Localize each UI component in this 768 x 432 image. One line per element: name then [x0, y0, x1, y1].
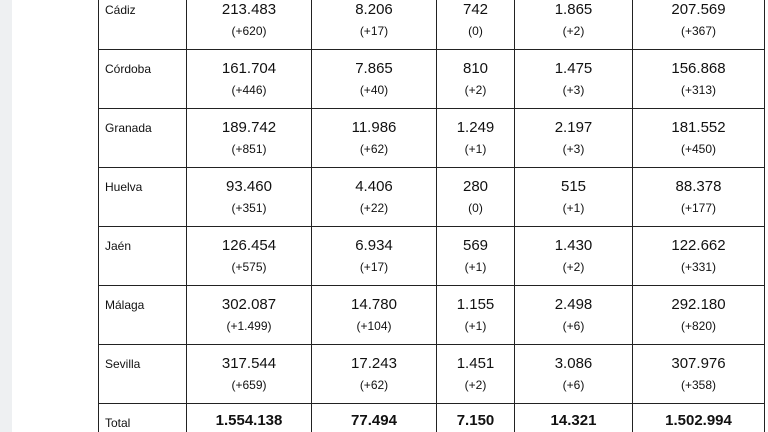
cell-delta: (+1.499): [226, 319, 272, 333]
cell-delta: (+6): [562, 378, 585, 392]
province-name: Jaén: [99, 227, 187, 286]
total-value: 1.554.138: [215, 412, 283, 429]
cell-value: 569: [462, 237, 489, 254]
value-cell: [633, 109, 765, 168]
cell-value: 515: [560, 178, 587, 195]
value-cell: [312, 345, 437, 404]
cell-delta: (+367): [680, 24, 717, 38]
cell-value: 317.544: [221, 355, 277, 372]
cell-delta: (+17): [359, 260, 389, 274]
cell-delta: (+575): [231, 260, 267, 274]
cell-delta: (+2): [562, 260, 585, 274]
value-cell: [633, 0, 765, 50]
table-row: [99, 168, 765, 227]
total-cell: [187, 404, 312, 432]
value-cell: [187, 345, 312, 404]
cell-delta: (+1): [562, 201, 585, 215]
cell-delta: (+450): [680, 142, 717, 156]
province-name: Sevilla: [99, 345, 187, 404]
value-cell: [437, 50, 515, 109]
cell-delta: (+2): [464, 83, 487, 97]
cell-delta: (0): [468, 24, 483, 38]
value-cell: [437, 109, 515, 168]
table-body: [99, 0, 765, 432]
total-value: 1.502.994: [665, 412, 732, 429]
cell-delta: (+820): [680, 319, 717, 333]
cell-value: 1.475: [554, 60, 593, 77]
cell-value: 189.742: [221, 119, 277, 136]
value-cell: [515, 168, 633, 227]
value-cell: [187, 109, 312, 168]
cell-delta: (+40): [359, 83, 389, 97]
cell-delta: (+331): [680, 260, 717, 274]
cell-value: 8.206: [355, 1, 393, 18]
value-cell: [312, 227, 437, 286]
value-cell: [633, 345, 765, 404]
value-cell: [187, 168, 312, 227]
cell-value: 6.934: [355, 237, 393, 254]
cell-value: 3.086: [554, 355, 593, 372]
total-row: [99, 404, 765, 432]
cell-delta: (+6): [562, 319, 585, 333]
cell-delta: (+358): [680, 378, 717, 392]
value-cell: [187, 286, 312, 345]
cell-value: 7.865: [355, 60, 393, 77]
table-row: [99, 0, 765, 50]
value-cell: [187, 50, 312, 109]
total-cell: [437, 404, 515, 432]
cell-delta: (+446): [231, 83, 267, 97]
cell-delta: (+313): [680, 83, 717, 97]
cell-value: 1.155: [456, 296, 495, 313]
cell-delta: (+104): [356, 319, 392, 333]
cell-value: 1.865: [554, 1, 593, 18]
total-value: 7.150: [456, 412, 495, 429]
cell-value: 2.498: [554, 296, 593, 313]
value-cell: [437, 227, 515, 286]
cell-value: 11.986: [351, 119, 397, 136]
value-cell: [515, 345, 633, 404]
value-cell: [515, 109, 633, 168]
cell-value: 122.662: [671, 237, 726, 254]
cell-value: 156.868: [671, 60, 726, 77]
cell-value: 181.552: [671, 119, 726, 136]
table-row: [99, 286, 765, 345]
value-cell: [515, 286, 633, 345]
cell-value: 161.704: [221, 60, 277, 77]
value-cell: [187, 0, 312, 50]
cell-value: 742: [462, 1, 489, 18]
cell-value: 2.197: [554, 119, 593, 136]
province-name: Córdoba: [99, 50, 187, 109]
cell-delta: (+3): [562, 142, 585, 156]
cell-delta: (+851): [231, 142, 267, 156]
cell-value: 292.180: [671, 296, 726, 313]
total-value: 14.321: [550, 412, 597, 429]
cell-delta: (+62): [359, 378, 389, 392]
cell-delta: (+620): [231, 24, 267, 38]
cell-delta: (+3): [562, 83, 585, 97]
cell-delta: (+2): [562, 24, 585, 38]
cell-delta: (+22): [359, 201, 389, 215]
cell-value: 302.087: [221, 296, 277, 313]
cell-delta: (0): [468, 201, 483, 215]
cell-value: 213.483: [221, 1, 277, 18]
value-cell: [437, 0, 515, 50]
cell-delta: (+1): [464, 142, 487, 156]
value-cell: [312, 50, 437, 109]
cell-value: 307.976: [671, 355, 726, 372]
value-cell: [633, 286, 765, 345]
cell-delta: (+177): [680, 201, 717, 215]
cell-delta: (+2): [464, 378, 487, 392]
province-name: Granada: [99, 109, 187, 168]
page-edge: [0, 0, 12, 432]
cell-value: 88.378: [675, 178, 722, 195]
cell-delta: (+17): [359, 24, 389, 38]
province-data-table: [98, 0, 765, 432]
value-cell: [312, 168, 437, 227]
table-row: [99, 50, 765, 109]
cell-value: 207.569: [671, 1, 726, 18]
cell-value: 17.243: [351, 355, 397, 372]
total-cell: [312, 404, 437, 432]
table-row: [99, 109, 765, 168]
value-cell: [633, 50, 765, 109]
value-cell: [187, 227, 312, 286]
table-row: [99, 227, 765, 286]
cell-delta: (+659): [231, 378, 267, 392]
cell-value: 1.451: [456, 355, 495, 372]
cell-delta: (+1): [464, 260, 487, 274]
cell-value: 280: [462, 178, 489, 195]
total-value: 77.494: [351, 412, 397, 429]
value-cell: [633, 168, 765, 227]
cell-value: 14.780: [351, 296, 397, 313]
cell-delta: (+62): [359, 142, 389, 156]
province-name: Huelva: [99, 168, 187, 227]
value-cell: [437, 286, 515, 345]
cell-value: 93.460: [226, 178, 272, 195]
cell-delta: (+1): [464, 319, 487, 333]
cell-value: 810: [462, 60, 489, 77]
total-label: Total: [99, 404, 187, 432]
province-name: Málaga: [99, 286, 187, 345]
value-cell: [515, 0, 633, 50]
value-cell: [312, 0, 437, 50]
value-cell: [312, 109, 437, 168]
cell-value: 126.454: [221, 237, 277, 254]
value-cell: [633, 227, 765, 286]
cell-value: 1.430: [554, 237, 593, 254]
data-table-container: [98, 0, 765, 432]
table-row: [99, 345, 765, 404]
value-cell: [437, 168, 515, 227]
total-cell: [515, 404, 633, 432]
cell-delta: (+351): [231, 201, 267, 215]
province-name: Cádiz: [99, 0, 187, 50]
value-cell: [515, 50, 633, 109]
value-cell: [437, 345, 515, 404]
cell-value: 4.406: [355, 178, 393, 195]
cell-value: 1.249: [456, 119, 495, 136]
value-cell: [312, 286, 437, 345]
value-cell: [515, 227, 633, 286]
total-cell: [633, 404, 765, 432]
